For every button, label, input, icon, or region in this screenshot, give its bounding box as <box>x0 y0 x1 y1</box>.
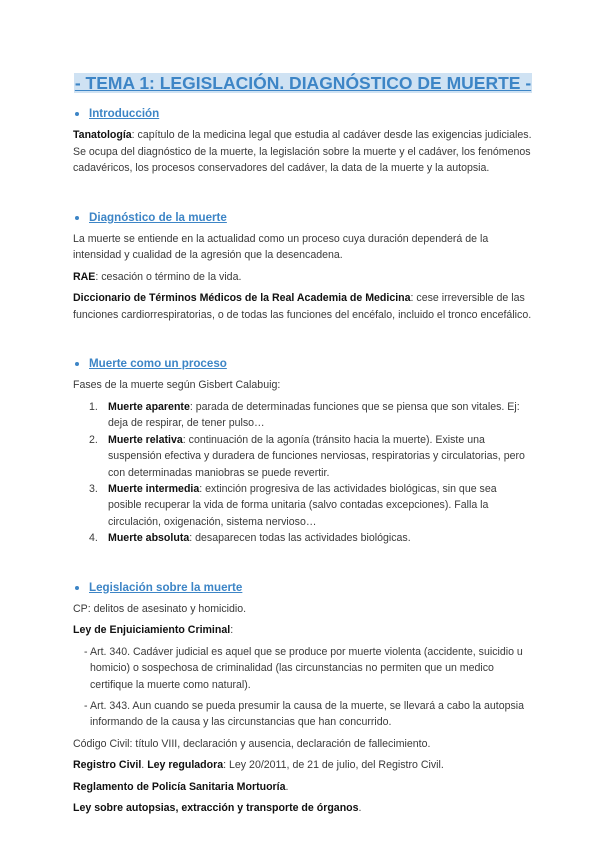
list-item: 2. Muerte relativa: continuación de la agonía (tránsito hacia la muerte). Existe una suspensión efectiva y duradera de funciones nerviosas, respiratorias y circulatorias, pero con determinadas maniobras se puede revertir. <box>89 433 525 479</box>
list-item: 1. Muerte aparente: parada de determinadas funciones que se piensa que son vitales. Ej: deja de respirar, de tener pulso… <box>89 400 520 430</box>
paragraph-diccionario: Diccionario de Términos Médicos de la Real Academia de Medicina: cese irreversible de las funciones cardiorrespiratorias, o de todas las funciones del encéfalo, incluido el tronco encefálico. <box>73 292 532 321</box>
list-item: 3. Muerte intermedia: extinción progresiva de las actividades biológicas, sin que sea posible recuperar la vida de forma unitaria (salvo contadas excepciones). Falla la circulación, oxigenación, sistema nervioso… <box>89 482 497 528</box>
paragraph: Fases de la muerte según Gisbert Calabuig: <box>73 379 281 392</box>
bullet-icon <box>75 112 79 116</box>
paragraph-ley-autopsias: Ley sobre autopsias, extracción y transporte de órganos. <box>73 802 362 814</box>
section-heading-legislacion: Legislación sobre la muerte <box>73 580 533 596</box>
document-page <box>73 70 533 821</box>
article-item: - Art. 340. Cadáver judicial es aquel que se produce por muerte violenta (accidente, suicidio u homicio) o sospechosa de criminalidad (las circunstancias no permiten que un medico certifique la muerte como natural). <box>84 645 523 691</box>
section-heading-introduccion: Introducción <box>73 106 533 122</box>
paragraph: La muerte se entiende en la actualidad como un proceso cuya duración dependerá de la intensidad y cualidad de la agresión que la desencadena. <box>73 233 489 262</box>
bullet-icon <box>75 586 79 590</box>
document-title: - TEMA 1: LEGISLACIÓN. DIAGNÓSTICO DE MUERTE - <box>74 73 532 93</box>
paragraph-lec: Ley de Enjuiciamiento Criminal: <box>73 624 234 637</box>
list-item: 4. Muerte absoluta: desaparecen todas las actividades biológicas. <box>89 532 411 545</box>
section-heading-proceso: Muerte como un proceso <box>73 356 533 372</box>
paragraph-reglamento: Reglamento de Policía Sanitaria Mortuoría. <box>73 780 289 793</box>
section-heading-diagnostico: Diagnóstico de la muerte <box>73 210 533 226</box>
paragraph-tanatologia: Tanatología: capítulo de la medicina legal que estudia al cadáver desde las exigencias judiciales. Se ocupa del diagnóstico de la muerte, la legislación sobre la muerte y el cadáver, los fenómenos cadavéricos, los procesos conservadores del cadáver, la data de la muerte y la autopsia. <box>73 129 532 175</box>
paragraph-registro: Registro Civil. Ley reguladora: Ley 20/2011, de 21 de julio, del Registro Civil. <box>73 759 444 772</box>
paragraph-rae: RAE: cesación o término de la vida. <box>73 270 242 283</box>
bullet-icon <box>75 362 79 366</box>
paragraph: CP: delitos de asesinato y homicidio. <box>73 602 247 615</box>
paragraph: Código Civil: título VIII, declaración y ausencia, declaración de fallecimiento. <box>73 737 431 750</box>
bullet-icon <box>75 216 79 220</box>
article-item: - Art. 343. Aun cuando se pueda presumir la causa de la muerte, se llevará a cabo la autopsia informando de la causa y las circunstancias que han concurrido. <box>84 699 525 729</box>
phases-list <box>73 399 533 547</box>
